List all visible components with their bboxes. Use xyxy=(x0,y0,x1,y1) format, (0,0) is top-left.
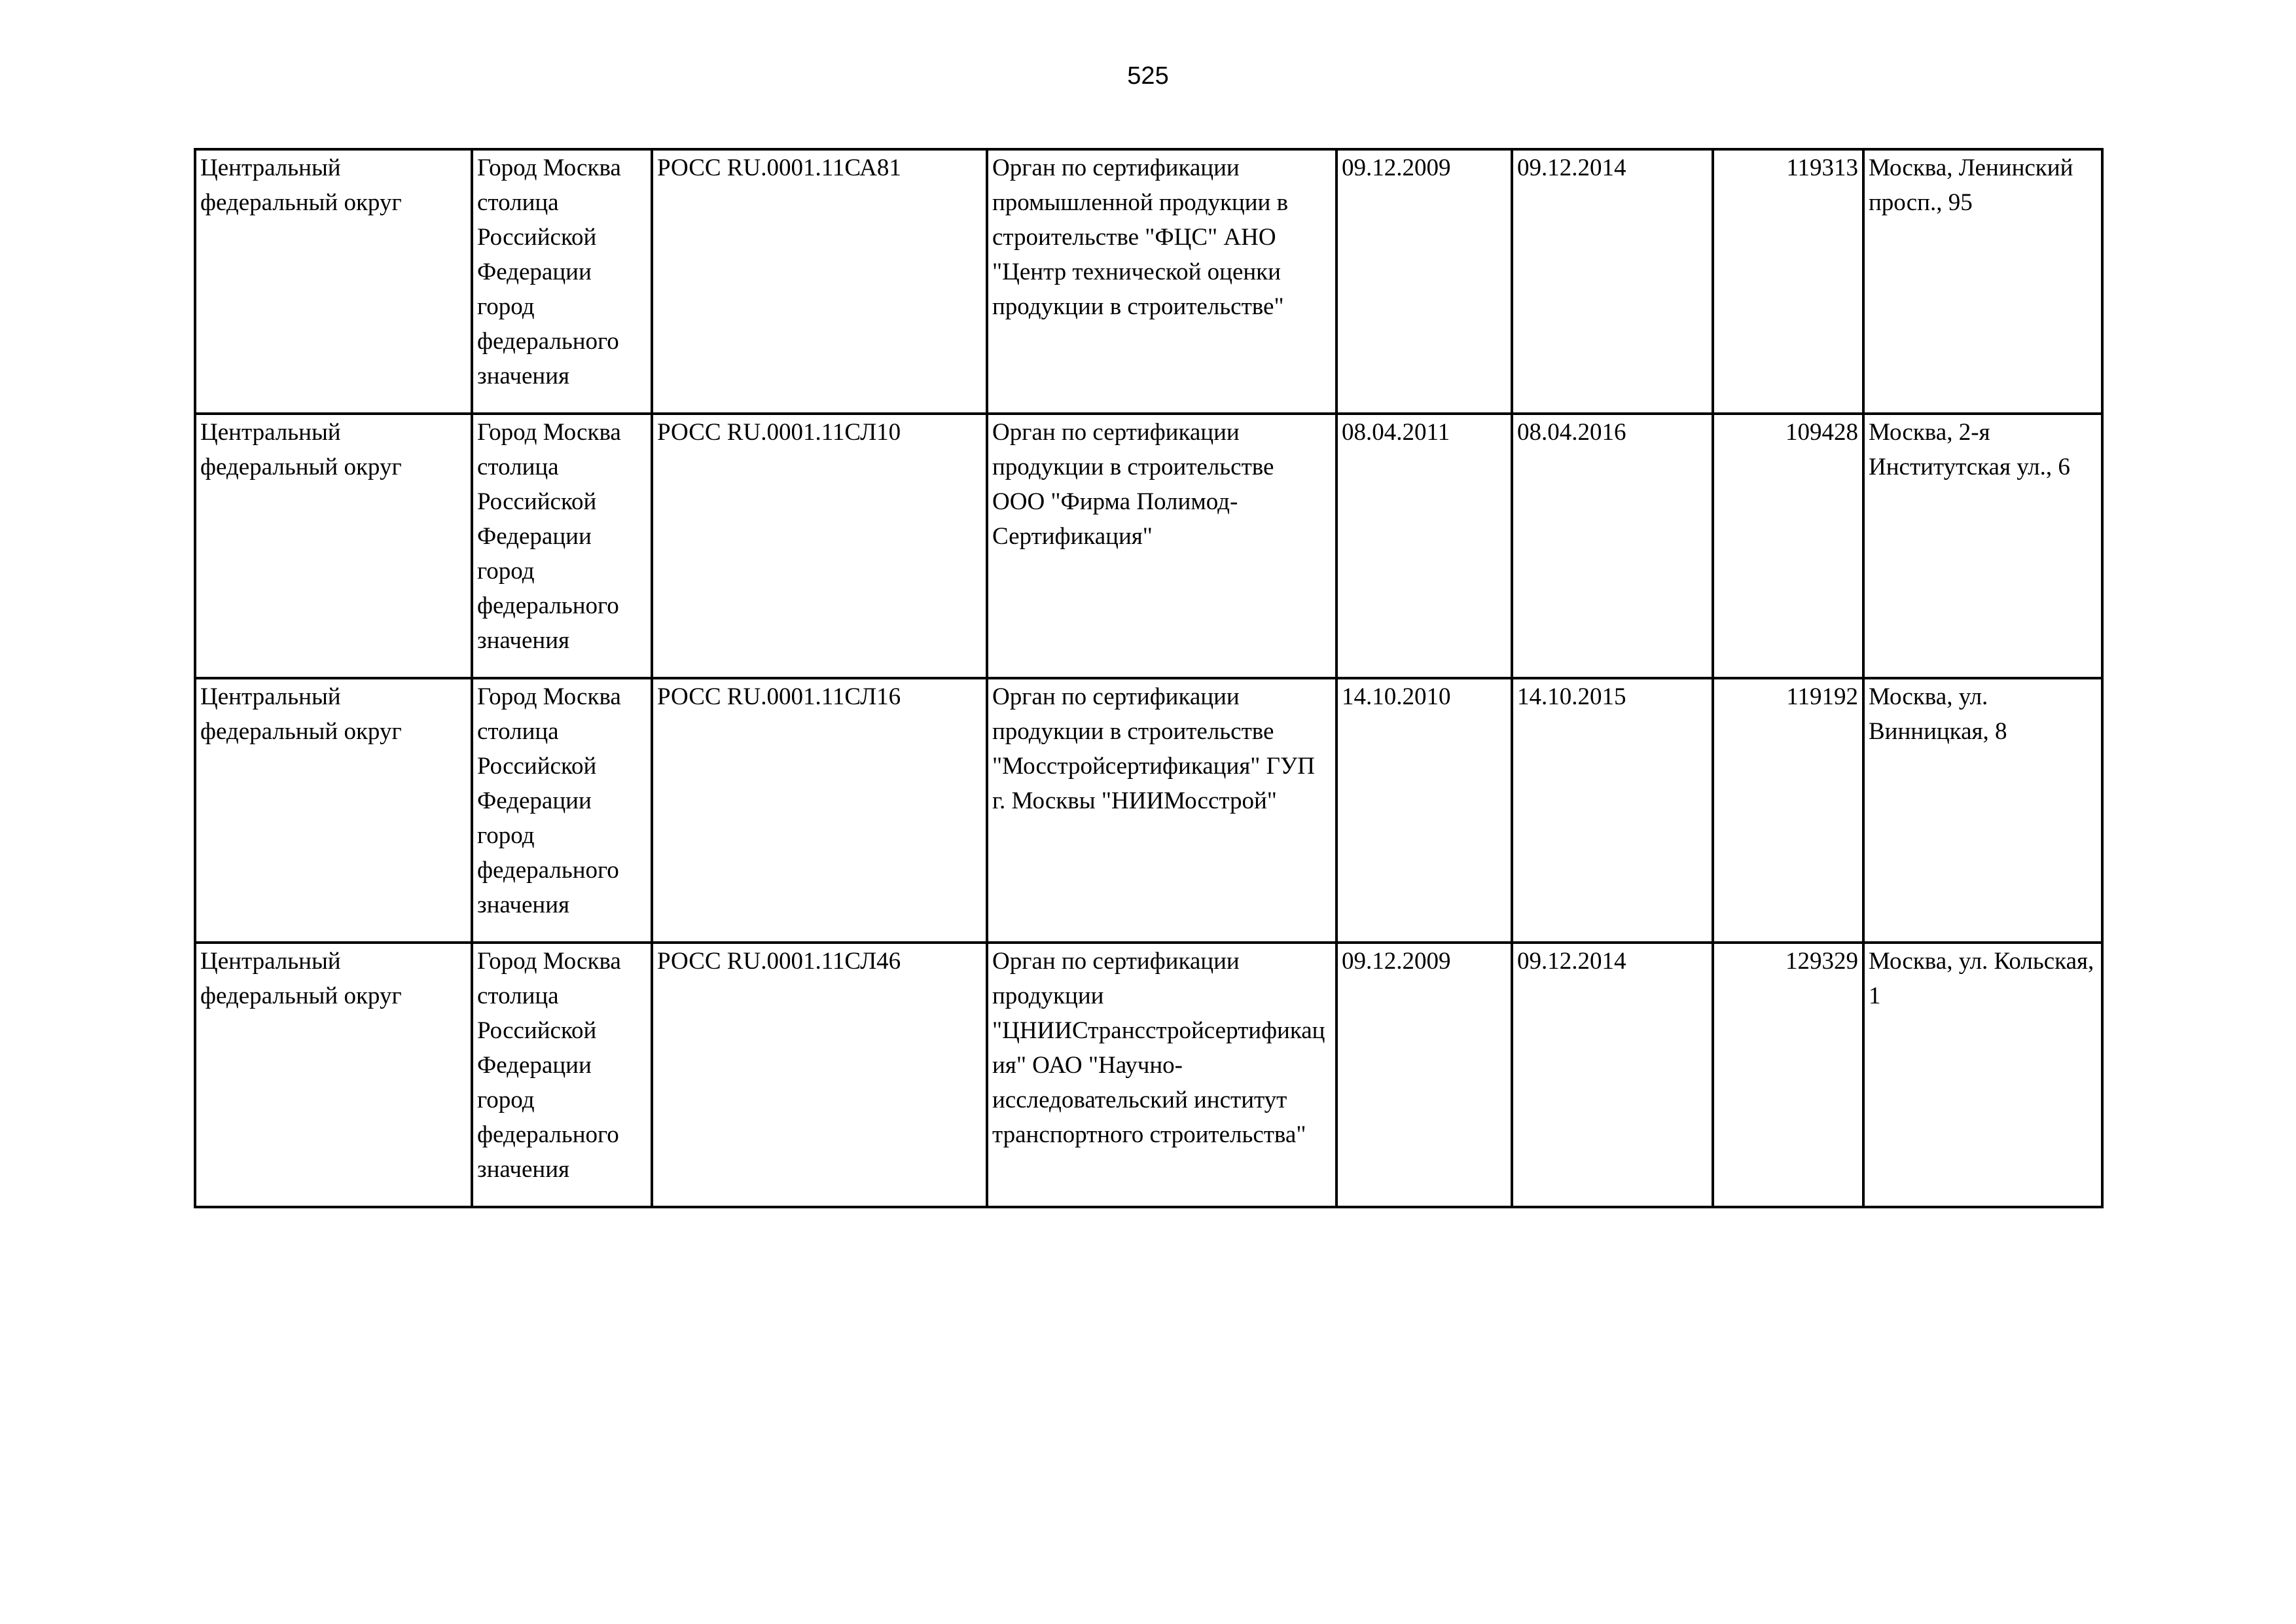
organization-cell: Орган по сертификации продукции "ЦНИИСтрансстройсертификация" ОАО "Научно-исследовательский институт транспортного строительства" xyxy=(987,943,1336,1207)
address-cell: Москва, ул. Винницкая, 8 xyxy=(1863,678,2102,943)
date-to-cell: 09.12.2014 xyxy=(1512,149,1713,414)
postcode-cell: 119192 xyxy=(1713,678,1863,943)
district-cell: Центральный федеральный округ xyxy=(195,414,472,678)
organization-cell: Орган по сертификации продукции в строительстве ООО "Фирма Полимод-Сертификация" xyxy=(987,414,1336,678)
region-cell: Город Москва столица Российской Федерации город федерального значения xyxy=(472,414,652,678)
region-cell: Город Москва столица Российской Федерации город федерального значения xyxy=(472,149,652,414)
date-to-cell: 08.04.2016 xyxy=(1512,414,1713,678)
table-row xyxy=(195,414,2102,678)
code-cell: РОСС RU.0001.11СА81 xyxy=(652,149,987,414)
date-from-cell: 14.10.2010 xyxy=(1336,678,1512,943)
table-row xyxy=(195,149,2102,414)
date-from-cell: 09.12.2009 xyxy=(1336,943,1512,1207)
district-cell: Центральный федеральный округ xyxy=(195,678,472,943)
address-cell: Москва, Ленинский просп., 95 xyxy=(1863,149,2102,414)
district-cell: Центральный федеральный округ xyxy=(195,943,472,1207)
date-to-cell: 14.10.2015 xyxy=(1512,678,1713,943)
table-row xyxy=(195,678,2102,943)
district-cell: Центральный федеральный округ xyxy=(195,149,472,414)
code-cell: РОСС RU.0001.11СЛ10 xyxy=(652,414,987,678)
table-row xyxy=(195,943,2102,1207)
region-cell: Город Москва столица Российской Федерации город федерального значения xyxy=(472,678,652,943)
organization-cell: Орган по сертификации промышленной продукции в строительстве "ФЦС" АНО "Центр технической оценки продукции в строительстве" xyxy=(987,149,1336,414)
date-to-cell: 09.12.2014 xyxy=(1512,943,1713,1207)
certification-bodies-table xyxy=(194,148,2104,1208)
postcode-cell: 109428 xyxy=(1713,414,1863,678)
postcode-cell: 129329 xyxy=(1713,943,1863,1207)
code-cell: РОСС RU.0001.11СЛ46 xyxy=(652,943,987,1207)
code-cell: РОСС RU.0001.11СЛ16 xyxy=(652,678,987,943)
page-number: 525 xyxy=(1127,62,1169,90)
organization-cell: Орган по сертификации продукции в строительстве "Мосстройсертификация" ГУП г. Москвы "НИИМосстрой" xyxy=(987,678,1336,943)
address-cell: Москва, ул. Кольская, 1 xyxy=(1863,943,2102,1207)
region-cell: Город Москва столица Российской Федерации город федерального значения xyxy=(472,943,652,1207)
date-from-cell: 09.12.2009 xyxy=(1336,149,1512,414)
date-from-cell: 08.04.2011 xyxy=(1336,414,1512,678)
address-cell: Москва, 2-я Институтская ул., 6 xyxy=(1863,414,2102,678)
postcode-cell: 119313 xyxy=(1713,149,1863,414)
